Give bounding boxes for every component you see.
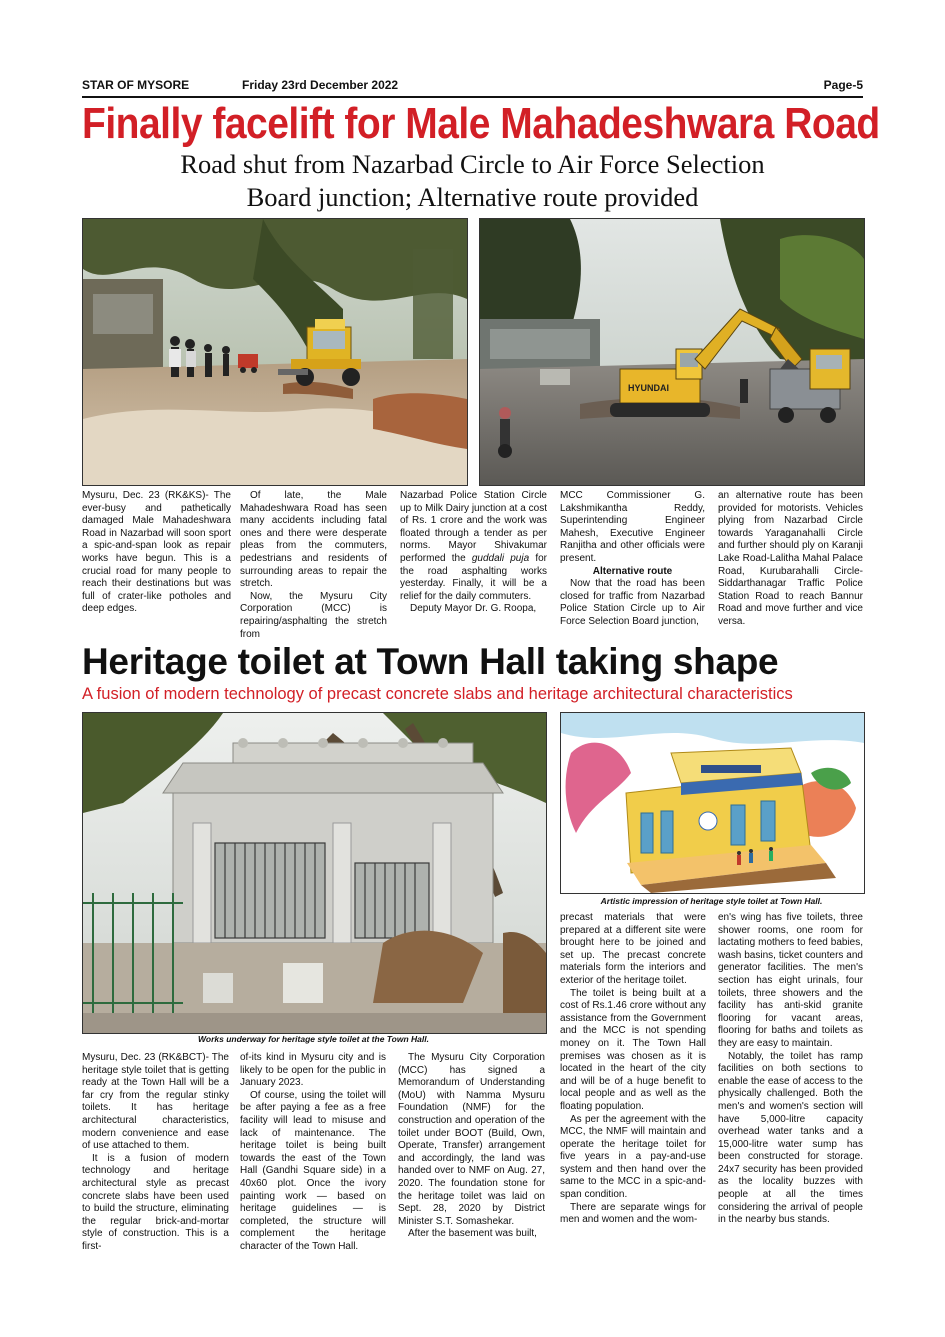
article2-col1-para2: It is a fusion of modern technology and heritage architectural style as precast concrete slabs have been used to build the structure, eliminating the regular brick-and-mortar style of construction. This is a first- (82, 1152, 229, 1252)
paper-name: STAR OF MYSORE (82, 78, 190, 92)
article1-col3-para1-start: Nazarbad Police Station Circle up to Milk Dairy junction at a cost of Rs. 1 crore and the work was floated through a tender as per norms. Mayor Shivakumar performed the (400, 490, 547, 564)
article1-column-1 (82, 490, 231, 616)
article1-col4-para2: Now that the road has been closed for traffic from Nazarbad Police Station Circle up to Air Force Selection Board junction, (560, 578, 705, 627)
article1-column-5 (718, 490, 863, 629)
article2-column-4 (560, 912, 706, 1227)
article2-col5-para2: Notably, the toilet has ramp facilities on both sections to enable the ease of access to the physically challenged. Both the men's and women's section will have 5,000-litre capacity overhead water tanks and a 15,000-litre water sump has been constructed for storage. 24x7 security has been provided as the locality buzzes with people at all the times considering the arrival of people in the nearby bus stands. (718, 1050, 863, 1226)
article2-col5-para1: en's wing has five toilets, three shower rooms, one room for lactating mothers to feed babies, wash basins, ticket counters and generator facilities. The men's section has eight urinals, four toilets, three showers and the facility has anti-skid granite flooring for vacant areas, flooring for baths and toilets as they are easy to maintain. (718, 912, 863, 1049)
article1-col1-text: Mysuru, Dec. 23 (RK&KS)- The ever-busy and pathetically damaged Male Mahadeshwara Road in Nazarbad will soon sport a spic-and-span look as repair works have begun. This is a crucial road for many people to reach their destinations but was full of crater-like potholes and deep edges. (82, 490, 231, 615)
article2-col1-para1: Mysuru, Dec. 23 (RK&BCT)- The heritage style toilet that is getting ready at the Town Hall will be a far cry from the regular stinky toilets. It has heritage architectural characteristics, modern convenience and ease of use attached to them. (82, 1052, 229, 1152)
artistic-impression-illustration (561, 713, 864, 893)
article2-art-caption: Artistic impression of heritage style toilet at Town Hall. (600, 896, 823, 906)
article1-subheadline (82, 148, 863, 214)
heritage-toilet-construction-illustration (83, 713, 546, 1033)
article2-column-5 (718, 912, 863, 1227)
article2-column-2 (240, 1052, 386, 1254)
article2-headline: Heritage toilet at Town Hall taking shape (82, 641, 779, 682)
article1-headline: Finally facelift for Male Mahadeshwara Road (82, 100, 880, 149)
article2-col3-para1: The Mysuru City Corporation (MCC) has signed a Memorandum of Understanding (MoU) with Namma Mysuru Foundation (NMF) for the construction and operation of the toilet under BOOT (Build, Own, Operate, Transfer) arrangement and accordingly, the land was handed over to NMF on Aug. 27, 2020. The foundation stone for the heritage toilet was laid on Sept. 28, 2020 by District Minister S.T. Somashekar. (398, 1052, 545, 1227)
article1-col4-para1: MCC Commissioner G. Lakshmikantha Reddy, Superintending Engineer Mahesh, Executive Engineer Ranjitha and other officials were present. (560, 490, 705, 564)
article2-photo-caption: Works underway for heritage style toilet at the Town Hall. (198, 1034, 429, 1044)
article1-column-4 (560, 490, 705, 629)
article1-column-3 (400, 490, 547, 616)
road-grader-illustration (83, 219, 467, 485)
article1-photo-left (82, 218, 468, 486)
article2-col2-para1: of-its kind in Mysuru city and is likely to be open for the public in January 2023. (240, 1052, 386, 1089)
article2-col4-para3: As per the agreement with the MCC, the NMF will maintain and operate the heritage toilet for five years in a pay-and-use system and then hand over the same to the MCC in a spic-and-span condition. (560, 1113, 706, 1201)
article2-column-3 (398, 1052, 545, 1241)
article1-col2-para2: Now, the Mysuru City Corporation (MCC) is repairing/asphalting the stretch from (240, 590, 387, 640)
article2-col4-para1: precast materials that were prepared at a different site were brought here to be joined and set up. The precast concrete materials form the interiors and exterior of the heritage toilet. (560, 912, 706, 986)
article1-col4-subhead: Alternative route (592, 565, 673, 577)
article1-col5-text: an alternative route has been provided for motorists. Vehicles plying from Nazarbad Circle towards Yaraganahalli Circle and further should ply on Karanji Lake Road-Lalitha Mahal Palace Road, Kurubarahalli Circle-Siddarthanagar Traffic Police Station Road to reach Bannur Road and move further and vice versa. (718, 490, 863, 627)
article1-subheadline-line1: Road shut from Nazarbad Circle to Air Force Selection (180, 149, 765, 179)
article1-col2-para1: Of late, the Male Mahadeshwara Road has seen many accidents including fatal ones and there were desperate pleas from the commuters, pedestrians and residents of surrounding areas to repair the stretch. (240, 490, 387, 590)
excavator-brand-label: HYUNDAI (628, 383, 670, 393)
article1-col3-para2: Deputy Mayor Dr. G. Roopa, (410, 603, 537, 615)
page-number: Page-5 (823, 78, 863, 92)
article2-col4-para2: The toilet is being built at a cost of Rs.1.46 crore without any assistance from the Government and the MCC is not spending money on it. The Town Hall premises was chosen as it is located in the heart of the city and will be of a huge benefit to local people and as well as the floating population. (560, 987, 706, 1112)
article2-column-1 (82, 1052, 229, 1254)
article2-artistic-impression (560, 712, 865, 894)
article2-col4-para4: There are separate wings for men and women and the wom- (560, 1201, 706, 1226)
masthead (82, 78, 863, 98)
article1-subheadline-line2: Board junction; Alternative route provided (246, 182, 699, 212)
article1-col3-para1-end: for the road asphalting works yesterday. Finally, it will be a relief for the daily commuters. (400, 552, 547, 602)
article2-subheadline: A fusion of modern technology of precast concrete slabs and heritage architectural characteristics (82, 685, 793, 703)
issue-date: Friday 23rd December 2022 (242, 78, 399, 92)
article1-photo-right (479, 218, 865, 486)
article2-photo-construction (82, 712, 547, 1034)
article1-column-2 (240, 490, 387, 641)
article1-col3-guddali-puja: guddali puja (471, 552, 530, 564)
article2-col3-para2: After the basement was built, (408, 1228, 537, 1240)
excavator-illustration (480, 219, 864, 485)
article1-col3-para1 (400, 490, 547, 603)
article2-col2-para2: Of course, using the toilet will be after paying a fee as a free facility will lead to misuse and lack of maintenance. The heritage toilet is being built towards the east of the Town Hall (Gandhi Square side) in a 40x60 plot. Once the ivory painting work — based on heritage guidelines — is completed, the structure will complement the heritage character of the Town Hall. (240, 1089, 386, 1252)
